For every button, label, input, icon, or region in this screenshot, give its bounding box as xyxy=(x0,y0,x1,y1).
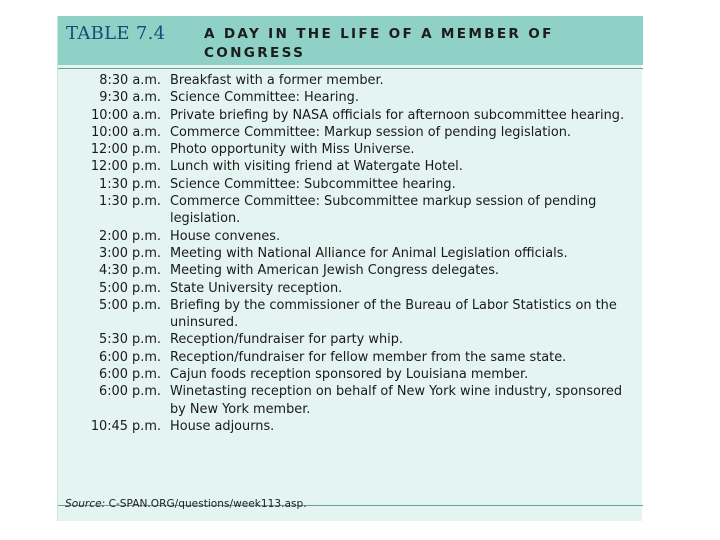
entry-time: 6:00 p.m. xyxy=(99,384,161,400)
schedule-entry xyxy=(58,331,643,348)
entry-time: 5:30 p.m. xyxy=(99,332,161,348)
entry-event: Breakfast with a former member. xyxy=(170,73,384,88)
entry-time: 12:00 p.m. xyxy=(90,159,161,175)
source-text: C-SPAN.ORG/questions/week113.asp. xyxy=(108,498,307,510)
schedule-entry xyxy=(58,158,643,175)
entry-time: 6:00 p.m. xyxy=(99,349,161,365)
schedule-entry xyxy=(58,228,643,245)
entry-event: Commerce Committee: Subcommittee markup session of pending legislation. xyxy=(170,194,597,227)
schedule-entry xyxy=(58,124,643,141)
table-title: A DAY IN THE LIFE OF A MEMBER OF CONGRESS xyxy=(204,26,554,61)
entry-time: 2:00 p.m. xyxy=(99,228,161,244)
schedule-entry xyxy=(58,297,643,332)
entry-event: Lunch with visiting friend at Watergate Hotel. xyxy=(170,159,463,175)
table-label: TABLE 7.4 xyxy=(66,23,166,44)
schedule-entry xyxy=(58,193,643,228)
entry-event: Meeting with American Jewish Congress delegates. xyxy=(170,263,500,279)
source-label: Source: xyxy=(65,498,106,510)
schedule-entry xyxy=(58,366,643,383)
schedule-entry xyxy=(58,349,643,366)
entry-event: Winetasting reception on behalf of New York wine industry, sponsored by New York member. xyxy=(170,384,623,417)
schedule-entry xyxy=(58,107,643,124)
schedule-entry xyxy=(58,418,643,435)
schedule-entry xyxy=(58,176,643,193)
entry-time: 1:30 p.m. xyxy=(99,194,161,210)
entry-time: 1:30 p.m. xyxy=(99,176,161,192)
entry-event: House adjourns. xyxy=(170,418,275,434)
entry-event: Reception/fundraiser for party whip. xyxy=(170,332,403,348)
entry-time: 4:30 p.m. xyxy=(99,263,161,279)
entry-event: State University reception. xyxy=(170,280,343,296)
table-header xyxy=(58,16,643,65)
entry-time: 6:00 p.m. xyxy=(99,367,161,383)
entry-event: Commerce Committee: Markup session of pending legislation. xyxy=(170,124,571,140)
schedule-entry xyxy=(58,89,643,106)
entry-event: Meeting with National Alliance for Animal Legislation officials. xyxy=(170,245,568,261)
entry-time: 12:00 p.m. xyxy=(90,142,161,158)
entry-time: 8:30 a.m. xyxy=(99,73,161,88)
entry-event: House convenes. xyxy=(170,228,281,244)
schedule-entry xyxy=(58,245,643,262)
schedule-entry xyxy=(58,280,643,297)
entry-event: Cajun foods reception sponsored by Louisiana member. xyxy=(170,367,529,383)
source-note xyxy=(65,498,307,510)
entry-time: 5:00 p.m. xyxy=(99,297,161,313)
schedule-entry xyxy=(58,383,643,418)
entry-time: 5:00 p.m. xyxy=(99,280,161,296)
entry-event: Reception/fundraiser for fellow member from the same state. xyxy=(170,349,567,365)
entry-event: Science Committee: Hearing. xyxy=(170,90,359,106)
entry-time: 10:00 a.m. xyxy=(91,107,161,123)
schedule-entry xyxy=(58,72,643,89)
entry-event: Private briefing by NASA officials for afternoon subcommittee hearing. xyxy=(170,107,625,123)
entry-event: Photo opportunity with Miss Universe. xyxy=(170,142,415,158)
entry-event: Briefing by the commissioner of the Bureau of Labor Statistics on the uninsured. xyxy=(170,297,617,331)
entry-event: Science Committee: Subcommittee hearing. xyxy=(170,176,456,192)
top-rule xyxy=(58,68,643,69)
entry-time: 10:00 a.m. xyxy=(91,124,161,140)
entry-time: 10:45 p.m. xyxy=(90,418,161,434)
schedule-list xyxy=(58,72,643,435)
table-7-4 xyxy=(57,16,642,521)
schedule-entry xyxy=(58,141,643,158)
entry-time: 9:30 a.m. xyxy=(99,90,161,106)
schedule-entry xyxy=(58,262,643,279)
entry-time: 3:00 p.m. xyxy=(99,245,161,261)
